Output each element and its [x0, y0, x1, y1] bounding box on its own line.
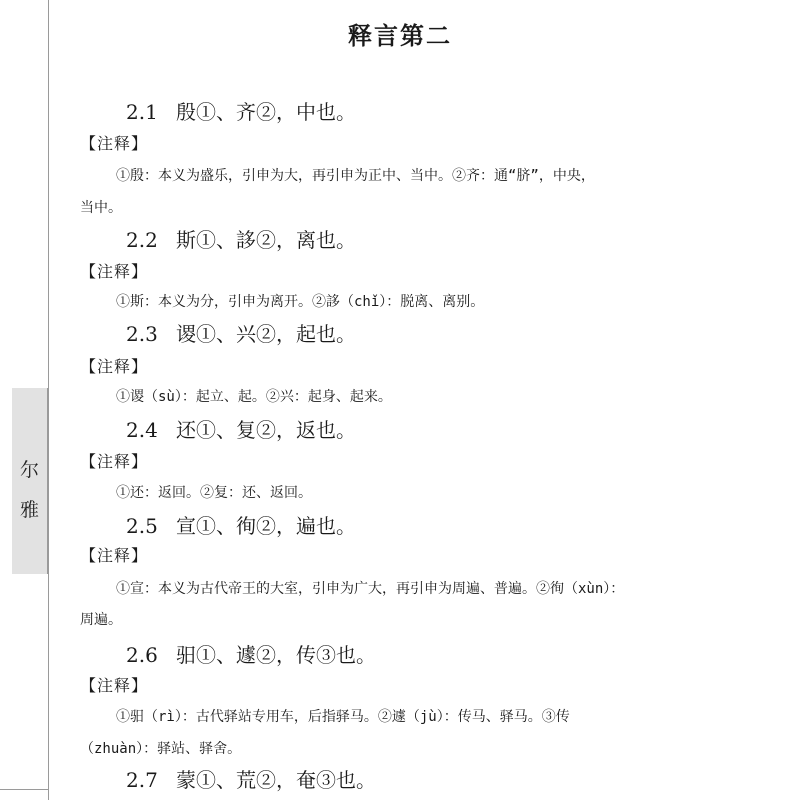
note-line: ①还：返回。②复：还、返回。	[116, 485, 312, 501]
entry-number: 2.6	[126, 643, 158, 667]
entry-number: 2.2	[126, 228, 158, 252]
note-line: ①斯：本义为分，引申为离开。②誃（chǐ）：脱离、离别。	[116, 294, 485, 310]
page-margin-line	[48, 0, 49, 800]
note-line: ①宣：本义为古代帝王的大室，引申为广大，再引申为周遍、普遍。②徇（xùn）：	[116, 581, 625, 597]
book-title-char-2: 雅	[19, 499, 39, 521]
note-line: ①谡（sù）：起立、起。②兴：起身、起来。	[116, 389, 392, 405]
note-label: 【注释】	[80, 546, 149, 565]
note-label: 【注释】	[80, 262, 149, 281]
chapter-title: 释言第二	[348, 22, 452, 50]
book-title-tab	[12, 388, 48, 574]
note-line: 当中。	[80, 200, 122, 216]
entry-text: 斯①、誃②，离也。	[176, 228, 356, 252]
note-label: 【注释】	[80, 134, 149, 153]
note-line: ①殷：本义为盛乐，引申为大，再引申为正中、当中。②齐：通“脐”，中央，	[116, 168, 595, 184]
entry-2-1	[126, 97, 356, 127]
entry-2-2	[126, 225, 356, 255]
entry-text: 殷①、齐②，中也。	[176, 100, 356, 124]
note-line: ①驲（rì）：古代驿站专用车，后指驿马。②遽（jù）：传马、驿马。③传	[116, 709, 570, 725]
entry-2-4	[126, 415, 356, 445]
entry-2-6	[126, 640, 376, 670]
entry-text: 驲①、遽②，传③也。	[176, 643, 376, 667]
entry-number: 2.1	[126, 100, 158, 124]
entry-number: 2.7	[126, 768, 158, 792]
entry-text: 宣①、徇②，遍也。	[176, 514, 356, 538]
note-label: 【注释】	[80, 357, 149, 376]
margin-bottom-line	[0, 789, 48, 790]
book-title-char-1: 尔	[19, 459, 39, 481]
entry-number: 2.4	[126, 418, 158, 442]
entry-2-7	[126, 765, 376, 795]
note-line: （zhuàn）：驿站、驿舍。	[80, 741, 242, 757]
entry-text: 谡①、兴②，起也。	[176, 322, 356, 346]
entry-number: 2.5	[126, 514, 158, 538]
entry-text: 还①、复②，返也。	[176, 418, 356, 442]
entry-number: 2.3	[126, 322, 158, 346]
note-label: 【注释】	[80, 676, 149, 695]
note-label: 【注释】	[80, 452, 149, 471]
entry-2-5	[126, 511, 356, 541]
note-line: 周遍。	[80, 612, 122, 628]
entry-2-3	[126, 319, 356, 349]
entry-text: 蒙①、荒②，奄③也。	[176, 768, 376, 792]
